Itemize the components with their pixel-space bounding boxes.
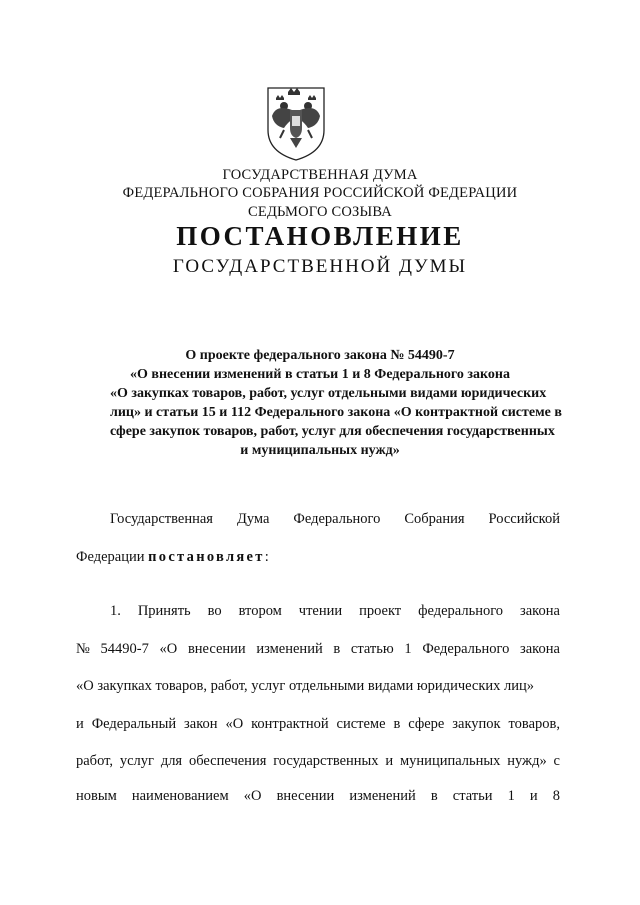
subject-line: «О внесении изменений в статьи 1 и 8 Федерального закона xyxy=(130,367,510,382)
document-type-subtitle: ГОСУДАРСТВЕННОЙ ДУМЫ xyxy=(172,256,468,277)
item1-line-1 xyxy=(110,603,560,620)
word: Дума xyxy=(236,511,270,527)
word: в xyxy=(430,788,438,804)
word: № xyxy=(76,641,90,657)
convocation-line: СЕДЬМОГО СОЗЫВА xyxy=(248,204,392,220)
word: услуг xyxy=(119,753,154,769)
org-line-2: ФЕДЕРАЛЬНОГО СОБРАНИЯ РОССИЙСКОЙ ФЕДЕРАЦИИ xyxy=(122,185,518,201)
word: закона xyxy=(520,603,560,619)
subject-line: и муниципальных нужд» xyxy=(240,443,400,458)
word: «О xyxy=(225,716,244,732)
item1-line-5 xyxy=(76,753,560,770)
subject-line: О проекте федерального закона № 54490-7 xyxy=(185,348,455,363)
word: чтении xyxy=(298,603,343,619)
word: изменений xyxy=(256,641,323,657)
word: «О xyxy=(243,788,262,804)
word: товаров, xyxy=(508,716,560,732)
word: работ, xyxy=(76,753,113,769)
word: Федерального xyxy=(293,511,381,527)
subject-line: «О закупках товаров, работ, услуг отдельными видами юридических xyxy=(110,386,547,401)
word: втором xyxy=(238,603,282,619)
word: и xyxy=(529,788,538,804)
subject-line: сфере закупок товаров, работ, услуг для обеспечения государственных xyxy=(110,424,555,439)
word: муниципальных xyxy=(400,753,501,769)
word: статьи xyxy=(452,788,493,804)
word: закупок xyxy=(452,716,501,732)
word: Федерального xyxy=(422,641,510,657)
word: обеспечения xyxy=(188,753,267,769)
word: для xyxy=(160,753,183,769)
preamble-lead: Федерации xyxy=(76,549,149,565)
word: Российской xyxy=(488,511,560,527)
word: с xyxy=(553,753,560,769)
word: Собрания xyxy=(404,511,465,527)
word: внесении xyxy=(276,788,335,804)
word: изменений xyxy=(349,788,416,804)
word: системе xyxy=(336,716,386,732)
word: Принять xyxy=(137,603,191,619)
word: Федеральный xyxy=(91,716,177,732)
org-line-1: ГОСУДАРСТВЕННАЯ ДУМА xyxy=(222,167,418,183)
word: наименованием xyxy=(131,788,229,804)
preamble-colon: : xyxy=(264,549,269,565)
coat-of-arms-emblem xyxy=(262,82,330,164)
word: контрактной xyxy=(251,716,329,732)
word: «О xyxy=(159,641,178,657)
word: закона xyxy=(520,641,560,657)
preamble-line-2 xyxy=(76,549,560,566)
word: нужд» xyxy=(507,753,547,769)
word: сфере xyxy=(408,716,445,732)
subject-line: лиц» и статьи 15 и 112 Федерального закона «О контрактной системе в xyxy=(110,405,562,420)
item1-line-2 xyxy=(76,641,560,658)
word: федерального xyxy=(418,603,504,619)
word: 1. xyxy=(110,603,121,619)
word: и xyxy=(385,753,394,769)
word: Государственная xyxy=(110,511,213,527)
item1-line-4 xyxy=(76,716,560,733)
word: государственных xyxy=(273,753,379,769)
word: проект xyxy=(359,603,402,619)
word: во xyxy=(207,603,222,619)
resolution-subject xyxy=(110,346,562,460)
word: в xyxy=(333,641,341,657)
word: новым xyxy=(76,788,117,804)
word: внесении xyxy=(187,641,246,657)
word: 1 xyxy=(404,641,412,657)
document-type-title: ПОСТАНОВЛЕНИЕ xyxy=(176,221,464,251)
preamble-decree-word: постановляет xyxy=(148,549,265,565)
word: закон xyxy=(184,716,218,732)
word: 1 xyxy=(507,788,515,804)
item1-line-6 xyxy=(76,788,560,805)
word: статью xyxy=(350,641,394,657)
item1-line-3: «О закупках товаров, работ, услуг отдельными видами юридических лиц» xyxy=(76,678,535,694)
word: в xyxy=(393,716,401,732)
word: и xyxy=(76,716,84,732)
preamble-line-1 xyxy=(110,511,560,528)
word: 54490-7 xyxy=(100,641,149,657)
word: 8 xyxy=(552,788,560,804)
